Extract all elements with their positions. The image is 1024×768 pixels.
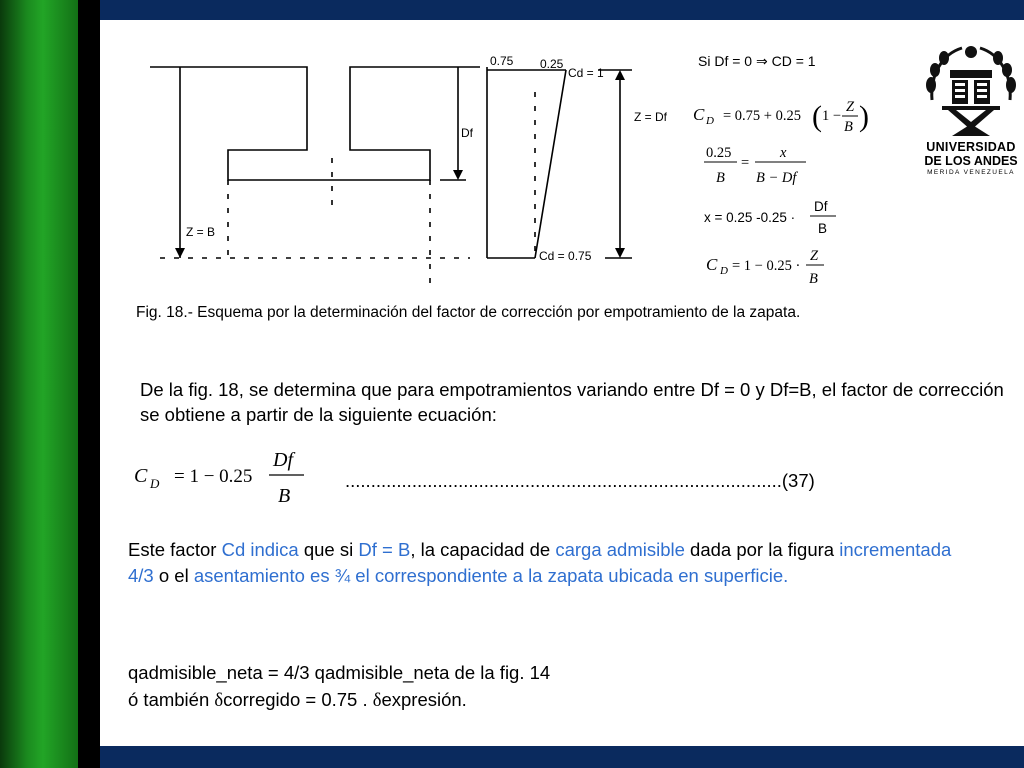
formula-3-num2: x — [780, 145, 787, 161]
logo-line-3: MERIDA VENEZUELA — [927, 169, 1015, 176]
label-z-b: Z = B — [186, 225, 216, 239]
para3-text-c: expresión. — [381, 689, 467, 710]
equation-rhs: = 1 − 0.25 — [174, 466, 253, 487]
label-025: 0.25 — [540, 57, 564, 71]
formula-4-num: Df — [814, 199, 828, 214]
formula-4-lhs: x = 0.25 -0.25 · — [704, 210, 796, 225]
formula-2-num: Z — [846, 99, 855, 115]
label-df: Df — [461, 126, 473, 140]
university-logo-text — [921, 140, 1021, 178]
para2-highlight-asentamiento: asentamiento es ¾ el correspondiente a la zapata ubicada en superficie. — [193, 565, 789, 586]
para3-line-2 — [128, 686, 988, 715]
figure-caption: Fig. 18.- Esquema por la determinación del factor de corrección por empotramiento de la zapata. — [136, 304, 801, 321]
para3-line-1: qadmisible_neta = 4/3 qadmisible_neta de la fig. 14 — [128, 662, 551, 683]
equation-lhs-c: C — [134, 465, 148, 487]
formula-1: Si Df = 0 ⇒ CD = 1 — [698, 53, 816, 69]
svg-text:): ) — [859, 100, 869, 133]
svg-text:C: C — [706, 255, 718, 274]
paragraph-qadmisible — [128, 659, 988, 715]
formula-5 — [706, 248, 824, 287]
delta-symbol: δ — [214, 691, 224, 711]
para2-highlight-df: Df = B — [358, 539, 411, 560]
para2-text-4: dada por la figura — [684, 539, 840, 560]
svg-text:D: D — [706, 115, 714, 127]
para2-highlight-cd: Cd indica — [221, 539, 299, 560]
formula-5-rhs: = 1 − 0.25 · — [732, 258, 801, 274]
university-seal-icon — [922, 40, 1020, 140]
formula-4 — [704, 199, 836, 236]
svg-text:C: C — [693, 105, 705, 124]
para2-text-3: , la capacidad de — [410, 539, 556, 560]
para3-text-a: ó también — [128, 689, 215, 710]
equation-lhs-d: D — [150, 476, 160, 491]
formula-3 — [704, 145, 806, 186]
equation-den: B — [278, 485, 291, 507]
paragraph-intro: De la fig. 18, se determina que para empotramientos variando entre Df = 0 y Df=B, el factor de corrección se obtiene a partir de la siguiente ecuación: — [140, 379, 1004, 425]
para2-highlight-incremento: incrementada 4/3 — [128, 539, 952, 586]
svg-text:=: = — [741, 155, 750, 171]
logo-line-1: UNIVERSIDAD — [926, 140, 1016, 154]
para2-text-5: o el — [153, 565, 194, 586]
para3-text-b: corregido = 0.75 . — [223, 689, 373, 710]
equation-number: .....................................................................................(37) — [345, 470, 815, 491]
label-075: 0.75 — [490, 54, 514, 68]
footing-diagram — [0, 0, 1024, 300]
label-cd-075: Cd = 0.75 — [539, 249, 592, 263]
formula-2-constant: = 0.75 + 0.25 — [723, 108, 801, 124]
formula-4-den: B — [818, 221, 828, 236]
formula-2-den: B — [844, 119, 853, 135]
formula-2 — [693, 99, 869, 135]
formula-3-den2: B − Df — [756, 170, 797, 186]
label-cd-1: Cd = 1 — [568, 66, 604, 80]
formula-3-den1: B — [716, 170, 725, 186]
para2-text-2: que si — [298, 539, 359, 560]
formula-5-num: Z — [810, 248, 819, 264]
svg-text:(: ( — [812, 100, 822, 133]
paragraph-factor — [128, 537, 968, 589]
equation-num: Df — [273, 449, 293, 471]
para2-text-1: Este factor — [128, 539, 222, 560]
delta-symbol: δ — [372, 691, 382, 711]
svg-text:D: D — [720, 265, 728, 277]
formula-2-one: 1 − — [822, 108, 842, 124]
formula-5-den: B — [809, 271, 818, 287]
label-z-df: Z = Df — [634, 110, 668, 124]
logo-line-2: DE LOS ANDES — [924, 154, 1018, 168]
bottom-band — [100, 746, 1024, 768]
equation-37 — [130, 442, 330, 508]
formula-3-num1: 0.25 — [706, 145, 732, 161]
para2-highlight-carga: carga admisible — [555, 539, 685, 560]
